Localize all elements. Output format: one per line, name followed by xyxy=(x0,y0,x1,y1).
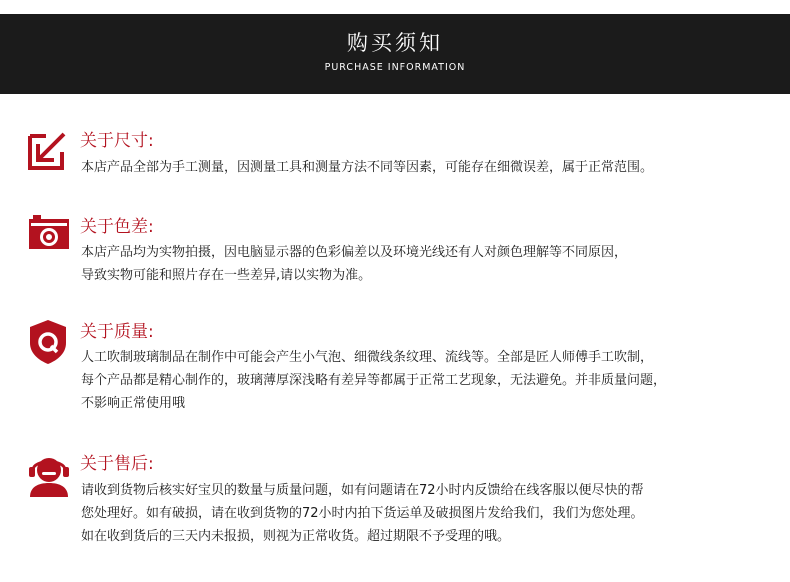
body-line: 请收到货物后核实好宝贝的数量与质量问题，如有问题请在72小时内反馈给在线客服以便尽快的帮 xyxy=(81,483,644,498)
shield-q-icon xyxy=(28,319,68,365)
section-body xyxy=(81,241,781,287)
body-line: 本店产品均为实物拍摄，因电脑显示器的色彩偏差以及环境光线还有人对颜色理解等不同原因， xyxy=(81,245,628,260)
page-subtitle: PURCHASE INFORMATION xyxy=(324,62,466,73)
headset-support-icon xyxy=(28,453,70,497)
body-line: 每个产品都是精心制作的，玻璃薄厚深浅略有差异等都属于正常工艺现象，无法避免。并非质量问题， xyxy=(81,373,667,388)
page-title: 购买须知 xyxy=(347,31,443,55)
resize-arrow-icon xyxy=(28,130,68,170)
section-title: 关于质量: xyxy=(80,322,154,342)
section-body xyxy=(81,479,781,548)
section-body xyxy=(81,156,781,179)
camera-icon xyxy=(28,214,70,250)
section-body xyxy=(81,346,781,415)
section-title: 关于尺寸: xyxy=(80,131,154,151)
section-title: 关于售后: xyxy=(80,454,154,474)
header-banner xyxy=(0,14,790,94)
body-line: 本店产品全部为手工测量，因测量工具和测量方法不同等因素，可能存在细微误差，属于正常范围。 xyxy=(81,160,654,175)
body-line: 不影响正常使用哦 xyxy=(81,396,186,411)
section-title: 关于色差: xyxy=(80,217,154,237)
body-line: 您处理好。如有破损，请在收到货物的72小时内拍下货运单及破损图片发给我们，我们为您处理。 xyxy=(81,506,644,521)
body-line: 人工吹制玻璃制品在制作中可能会产生小气泡、细微线条纹理、流线等。全部是匠人师傅手工吹制， xyxy=(81,350,654,365)
body-line: 导致实物可能和照片存在一些差异,请以实物为准。 xyxy=(81,268,372,283)
body-line: 如在收到货后的三天内未报损，则视为正常收货。超过期限不予受理的哦。 xyxy=(81,529,511,544)
